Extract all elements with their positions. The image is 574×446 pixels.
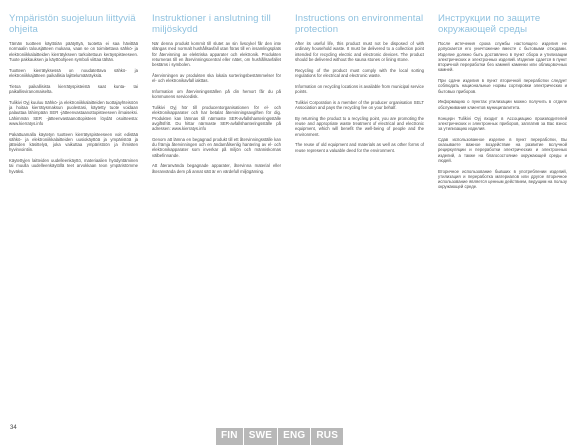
column-russian [438, 13, 567, 413]
paragraph: Концерн Tulikivi Oyj входит в Ассоциацию производителей электрических и электронных приборов, заплатив за Вас взнос за утилизацию изделия. [438, 115, 567, 132]
paragraph: Käytettyjen laitteiden uudelleenkäyttö, materiaalien hyödyntäminen tai muulla uudelleenkäytöllä teet arvokkaan teon ympäristömme hyväksi. [9, 158, 138, 174]
paragraph: Recycling of the product must comply with the local sorting regulations for electrical and electronic waste. [295, 67, 424, 78]
paragraph: Återvinningen av produkten ska lokala sorteringsbestämmelser för el- och elektronikavfall iakttas. [152, 72, 281, 84]
paragraph: Вторичное использование бывших в употреблении изделий, утилизация и переработка материалов или другое вторичное использование является ценным действием, ведущим на пользу окружающей среде. [438, 168, 567, 190]
paragraph: Pakattuamalla käytetyn tuotteen kierrätyspisteeseen voit edistää sähkö- ja elektroniikkalaitteiden uusiokäyttöä ja ympäristöä ja jätteiden käsittelyä, joka vaikuttaa ympäristöön ja ihmisten hyvinvointiin. [9, 131, 138, 153]
paragraph: Tietoa paikallisista kierrätyspisteistä saat kunta- tai paikallisviranomaiselta. [9, 83, 138, 94]
paragraph: После истечения срока службы настоящего изделия не допускается его уничтожение вместе с бытовыми отходами. Изделие должно быть доставлено в пункт сбора и утилизации электрических и электронных изделий. Изделие сдается в пункт вторичной переработки без камней каменки или облицовочных камней. [438, 41, 567, 73]
paragraph: När denna produkt kommit till slutet av sin livscykel får den inte slängas med normalt hushållsavfall utan föras till en insamlingsplats för återvinning av elektriska apparater och elektronik. Produkten returneras till en återvinningscentral eller nätet, om hushållsavfallet bestäms i symbolen. [152, 41, 281, 67]
paragraph: Tuotteen kierrätyksessä on noudatettava sähkö- ja elektroniikkajätteen paikallisia lajittelumääräyksiä. [9, 67, 138, 78]
columns-container [9, 13, 567, 413]
section-title-sv: Instruktioner i anslutning till miljöskydd [152, 13, 271, 35]
paragraph: Information om återvinningsställen på din hemort får du på kommunens servicedisk. [152, 88, 281, 100]
column-swedish [152, 13, 281, 413]
paragraph: By returning the product to a recycling point, you are promoting the reuse and appropriate waste treatment of electrical and electronic equipment, which will benefit the well-being of people and the environment. [295, 115, 424, 137]
paragraph: Genom att lämna en begagnad produkt till ett återvinningsställe kan du främja återvinningen och en ändamålsenlig hantering av el- och elektronikapparater som inverkar på miljön och människornas välbefinnande. [152, 136, 281, 158]
section-title-fi: Ympäristön suojeluun liittyviä ohjeita [9, 13, 136, 35]
language-tab-swe: SWE [244, 428, 278, 445]
paragraph: Tulikivi Oyj kuuluu Sähkö- ja elektroniikkalaitteiden tuottajayhteisöön ja hoitaa kierrätysmaksun puolestasi, käytetty tuote voidaan palauttaa lähimpään SER -jätteenvastaanottopisteeseen ilmaiseksi. Lähimmän SER -jätteenvastaanottopisteen löydät osoitteesta: www.kierratys.info [9, 99, 138, 126]
paragraph: The reuse of old equipment and materials as well as other forms of reuse represent a valuable deed for the environment. [295, 142, 424, 153]
column-finnish [9, 13, 138, 413]
language-tab-eng: ENG [278, 428, 311, 445]
paragraph: При сдаче изделия в пункт вторичной переработки следует соблюдать национальные нормы сортировки электрических и бытовых приборов. [438, 78, 567, 94]
language-bar [216, 428, 344, 445]
paragraph: Att återanvända begagnade apparater, återvinna material eller återanvända dem på annat sätt är en värdefull miljögärning. [152, 163, 281, 174]
paragraph: After its useful life, this product must not be disposed of with ordinary household waste. It must be delivered to a collection point intended for recycling electric and electronic devices. The product should be delivered without the sauna stones or lining stone. [295, 41, 424, 62]
paragraph: Information on recycling locations is available from municipal service points. [295, 83, 424, 94]
page-number: 34 [10, 425, 17, 431]
paragraph: Tulikivi Corporation is a member of the producer organisation SELT Association and pays the recycling fee on your behalf. [295, 99, 424, 111]
column-english [295, 13, 424, 413]
paragraph: Сдав использованное изделие в пункт переработки, Вы оказываете важное воздействие на развитие вслучной рециркуляции и переработки электрических и электронных изделий, а также на благосостояние окружающей среды и людей. [438, 136, 567, 163]
section-title-ru: Инструкции по защите окружающей среды [438, 13, 541, 35]
paragraph: Информацию о пунктах утилизации можно получить в отделе обслуживания клиентов муниципалитета. [438, 99, 567, 110]
paragraph: Tulikivi Oyj hör till producentorganisationen för el- och elektronikapparater och har betalat återvinningsavgiften för dig. Produkten kan lämnas till närmaste SER-avfallshanteringsställe avgiftsfritt. Du hittar närmaste SER-avfallshanteringsställe på adressen: www.kierratys.info [152, 105, 281, 132]
paragraph: Tämän tuotteen käyttöiän päätyttyä, tuotetta ei saa hävittää normaalin talousjätteen mukana, vaan se on toimitettava sähkö- ja elektroniikkalaitteiden kierrätykseen tarkoitettuun keräyspisteeseen. Tuote pakkauksen ja käyttöohjeen symboli viittaa tähän. [9, 41, 138, 62]
language-tab-fin: FIN [216, 428, 244, 445]
section-title-en: Instructions on environmental protection [295, 13, 424, 35]
language-tab-rus: RUS [311, 428, 344, 445]
